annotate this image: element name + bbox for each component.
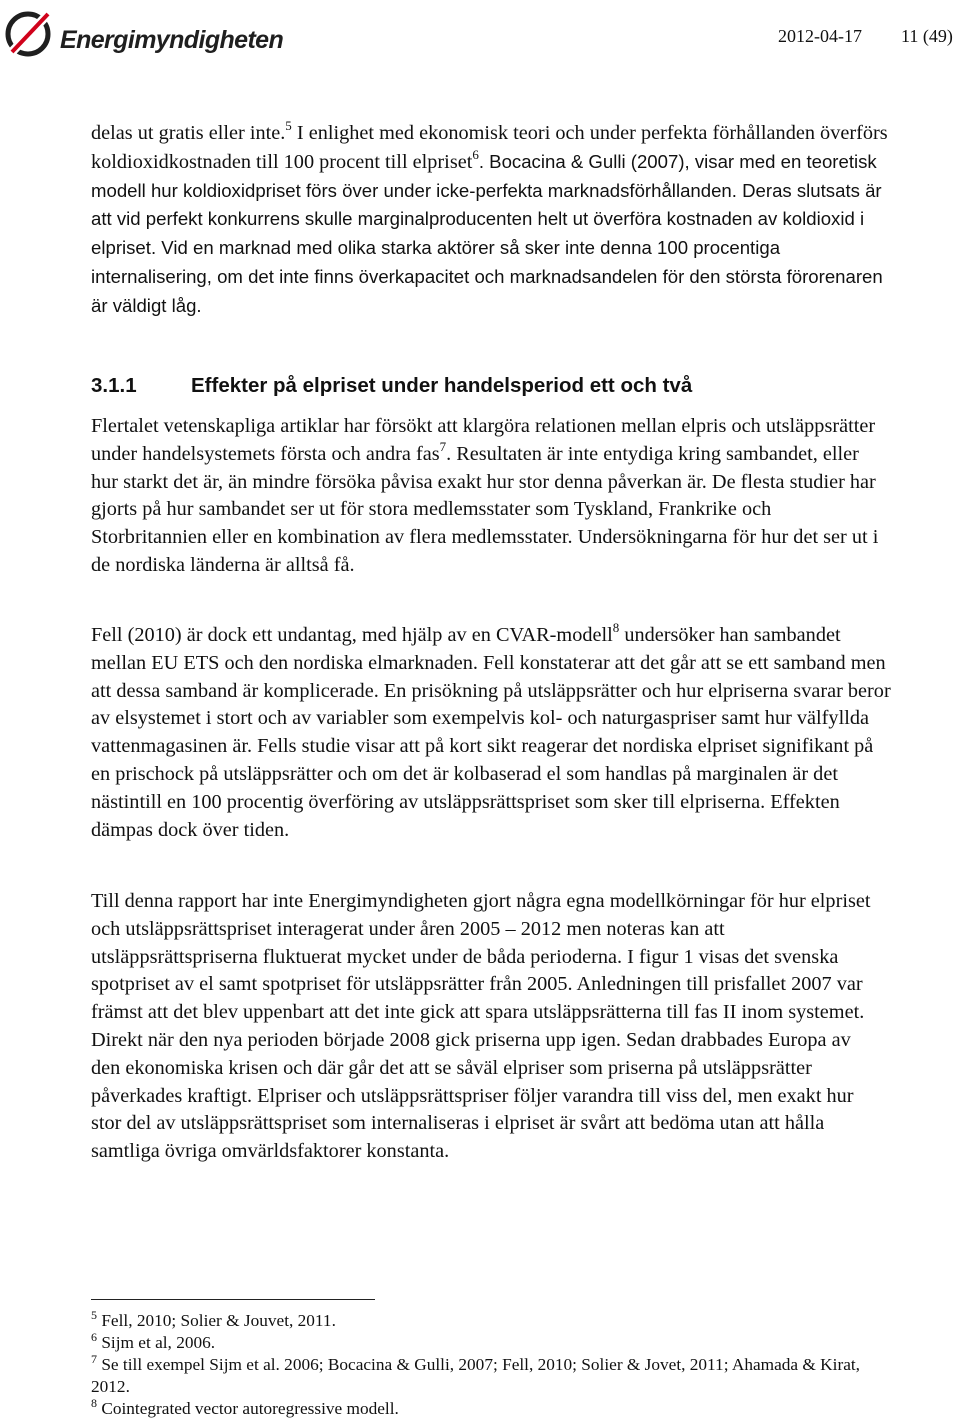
header-date: 2012-04-17 (778, 26, 862, 46)
footnote-ref-5: 5 (285, 118, 292, 133)
footnote-number: 6 (91, 1330, 97, 1344)
footnote-text: Se till exempel Sijm et al. 2006; Bocacina & Gulli, 2007; Fell, 2010; Solier & Jovet, 2011; Ahamada & Kirat, 2012. (91, 1355, 860, 1396)
footnote-item (91, 1310, 891, 1332)
footnote-text: Sijm et al, 2006. (97, 1333, 216, 1352)
footnote-item (91, 1332, 891, 1354)
text-run: . Bocacina & Gulli (2007), visar med en teoretisk modell hur koldioxidpriset förs över under icke-perfekta marknadsförhållanden. Deras slutsats är att vid perfekt konkurrens skulle marginalproducenten helt ut överföra kostnaden av koldioxid i elpriset. Vid en marknad med olika starka aktörer så sker inte denna 100 procentiga internalisering, om det inte finns överkapacitet och marknadsandelen för den största förorenaren är väldigt låg. (91, 150, 883, 316)
text-run: undersöker han sambandet mellan EU ETS och den nordiska elmarknaden. Fell konstaterar att det går att se ett samband men att dessa samband är komplicerade. En prisökning på utsläppsrätter och hur elpriserna svarar beror av elsystemet i stort och av variabler som exempelvis kol- och naturgaspriser samt hur välfyllda vattenmagasinen är. Fells studie visar att på kort sikt reagerar det nordiska elpriset signifikant på en prischock på utsläppsrätter och om det är kolbaserad el som handlas på marginalen är det nästintill en 100 procentig överföring av utsläppsrättspriset som sker till elpriserna. Effekten dämpas dock över tiden. (91, 624, 891, 841)
footnote-ref-7: 7 (439, 438, 447, 454)
section-heading (91, 372, 692, 400)
paragraph-2-text (91, 413, 891, 580)
footnote-ref-6: 6 (472, 146, 479, 162)
paragraph-3 (91, 622, 891, 844)
logo-text: Energimyndigheten (60, 25, 284, 54)
paragraph-2 (91, 413, 891, 580)
paragraph-4 (91, 888, 881, 1166)
energimyndigheten-logo-icon (4, 6, 56, 62)
footnotes (91, 1310, 891, 1420)
footnote-number: 7 (91, 1352, 97, 1366)
footnote-item (91, 1398, 891, 1420)
text-run: Fell (2010) är dock ett undantag, med hjälp av en CVAR-modell (91, 624, 613, 646)
footnote-text: Fell, 2010; Solier & Jouvet, 2011. (97, 1311, 336, 1330)
text-run: delas ut gratis eller inte. (91, 122, 286, 144)
paragraph-1 (91, 120, 891, 321)
logo (4, 4, 283, 64)
footnote-text: Cointegrated vector autoregressive modell. (97, 1399, 399, 1418)
footnote-ref-8: 8 (612, 620, 620, 635)
header-page-number: 11 (49) (901, 26, 953, 46)
paragraph-4-text: Till denna rapport har inte Energimyndigheten gjort några egna modellkörningar för hur elpriset och utsläppsrättspriset interagerat under åren 2005 – 2012 men noteras kan att utsläppsrättspriserna fluktuerat mycket under de båda perioderna. I figur 1 visas det svenska spotpriset av el samt spotpriset för utsläppsrätter från 2005. Anledningen till prisfallet 2007 var främst att det blev uppenbart att det inte gick att spara utsläppsrätterna till fas II inom systemet. Direkt när den nya perioden började 2008 gick priserna upp igen. Sedan drabbades Europa av den ekonomiska krisen och där går det att se såväl elpriser som priserna på utsläppsrätter påverkades kraftigt. Elpriser och utsläppsrättspriser följer varandra till viss del, men exakt hur stor del av utsläppsrättspriset som internaliseras i elpriset är svårt att bedöma utan att hålla samtliga övriga omvärldsfaktorer konstanta. (91, 890, 871, 1163)
footnote-item (91, 1354, 891, 1398)
paragraph-3-text (91, 622, 891, 844)
footnote-separator (91, 1299, 375, 1300)
section-title: Effekter på elpriset under handelsperiod ett och två (191, 374, 693, 397)
text-run: I enlighet med ekonomisk teori och under perfekta förhållanden överförs koldioxidkostnaden till 100 procent till elpriset (91, 122, 888, 173)
footnote-number: 8 (91, 1396, 97, 1410)
footnote-number: 5 (91, 1308, 97, 1322)
section-number: 3.1.1 (91, 374, 137, 397)
paragraph-1-text (91, 120, 891, 321)
page-header (0, 0, 960, 70)
text-run: . Resultaten är inte entydiga kring sambandet, eller hur starkt det är, än mindre försöka påvisa exakt hur stor denna påverkan är. De flesta studier har gjorts på hur sambandet ser ut för stora medlemsstater som Tyskland, Frankrike och Storbritannien eller en kombination av flera medlemsstater. Undersökningarna för hur det ser ut i de nordiska länderna är alltså få. (91, 442, 879, 576)
text-run: Flertalet vetenskapliga artiklar har försökt att klargöra relationen mellan elpris och utsläppsrätter under handelsystemets första och andra fas (91, 415, 876, 465)
